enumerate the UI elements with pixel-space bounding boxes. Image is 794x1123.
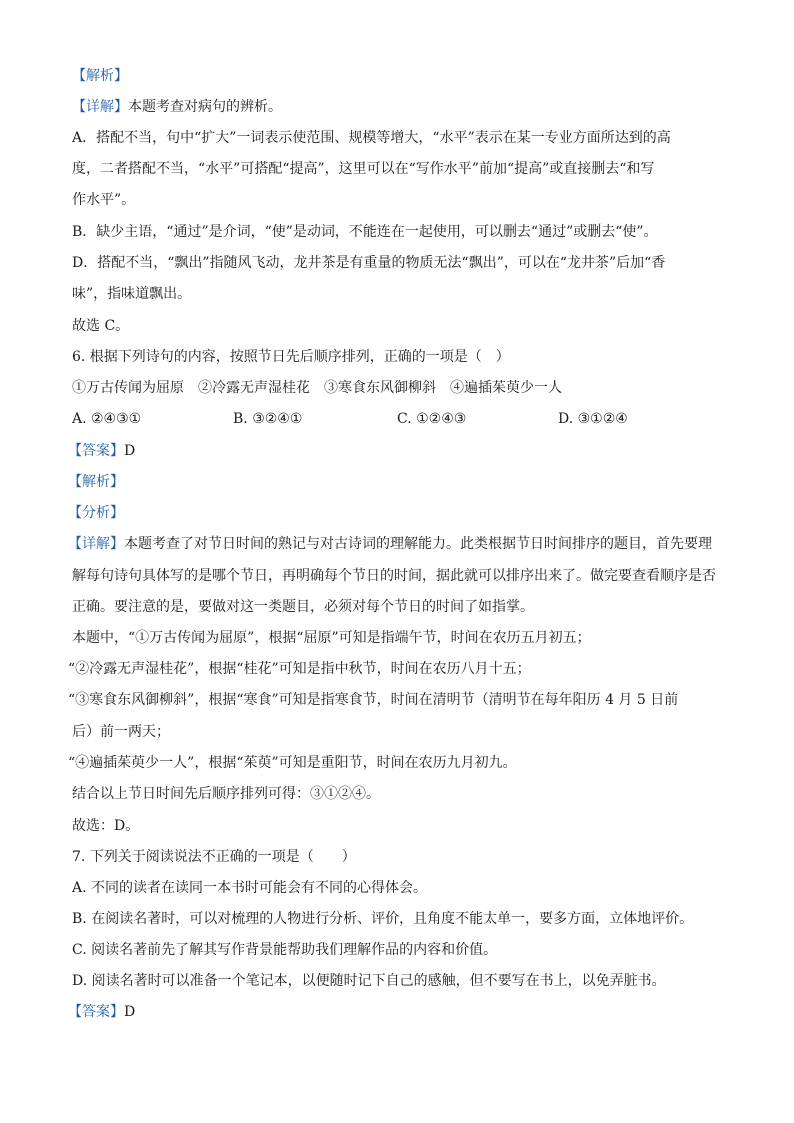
text-line: 故选：D。	[72, 818, 140, 834]
option-d: D. ③①②④	[558, 411, 628, 427]
option-b: B. 在阅读名著时，可以对梳理的人物进行分析、评价，且角度不能太单一，要多方面，立体地评价。	[72, 911, 694, 927]
text-line: 正确。要注意的是，要做对这一类题目，必须对每个节日的时间了如指掌。	[72, 599, 534, 615]
text-line: 后）前一两天；	[72, 724, 170, 740]
text-line: 味”，指味道飘出。	[72, 286, 192, 302]
text-line: 故选 C。	[72, 318, 130, 334]
text-line: 作水平”。	[72, 192, 136, 208]
option-b: B. ③②④①	[233, 411, 303, 427]
question-6-stem: 6. 根据下列诗句的内容，按照节日先后顺序排列，正确的一项是（ ）	[72, 349, 510, 365]
option-c: C. 阅读名著前先了解其写作背景能帮助我们理解作品的内容和价值。	[72, 942, 498, 958]
text-line: 度，二者搭配不当，“水平”可搭配“提高”，这里可以在“写作水平”前加“提高”或直接删去“和写	[72, 161, 655, 177]
tag-answer: 【答案】	[68, 443, 124, 459]
section-tag-line	[72, 66, 722, 86]
question-6-poems: ①万古传闻为屈原 ②冷露无声湿桂花 ③寒食东风御柳斜 ④遍插茱萸少一人	[72, 380, 562, 396]
text-line: “②冷露无声湿桂花”，根据“桂花”可知是指中秋节，时间在农历八月十五；	[68, 661, 531, 677]
tag-breakdown: 【分析】	[68, 505, 124, 521]
tag-analysis: 【解析】	[68, 474, 124, 490]
option-d: D. 阅读名著时可以准备一个笔记本，以便随时记下自己的感触，但不要写在书上，以免弄脏书。	[72, 973, 666, 989]
option-c: C. ①②④③	[397, 411, 467, 427]
answer-line: 【答案】D	[68, 1004, 136, 1020]
question-7-stem: 7. 下列关于阅读说法不正确的一项是（ ）	[72, 849, 356, 865]
text-line: 解每句诗句具体写的是哪个节日，再明确每个节日的时间，据此就可以排序出来了。做完要查看顺序是否	[72, 568, 716, 584]
text-line: “④遍插茱萸少一人”，根据“茱萸”可知是重阳节，时间在农历九月初九。	[68, 755, 517, 771]
text-line: 本题中，“①万古传闻为屈原”，根据“屈原”可知是指端午节，时间在农历五月初五；	[72, 630, 591, 646]
section-tag-line	[68, 472, 718, 492]
text-line: A．搭配不当，句中“扩大”一词表示使范围、规模等增大，“水平”表示在某一专业方面所达到的高	[72, 130, 671, 146]
tag-analysis: 【解析】	[72, 68, 128, 84]
tag-detail: 【详解】	[72, 99, 128, 115]
option-a: A. 不同的读者在读同一本书时可能会有不同的心得体会。	[72, 880, 428, 896]
tag-detail: 【详解】	[68, 536, 124, 552]
section-tag-line	[68, 503, 718, 523]
text-line: “③寒食东风御柳斜”，根据“寒食”可知是指寒食节，时间在清明节（清明节在每年阳历 4 月 5 日前	[68, 692, 679, 708]
answer-line: 【答案】D	[68, 443, 136, 459]
text-line: D．搭配不当，“飘出”指随风飞动，龙井茶是有重量的物质无法“飘出”，可以在“龙井茶”后加“香	[72, 255, 666, 271]
question-6-options	[72, 409, 722, 429]
detail-line: 【详解】本题考查了对节日时间的熟记与对古诗词的理解能力。此类根据节日时间排序的题目，首先要理	[68, 536, 712, 552]
detail-line: 【详解】本题考查对病句的辨析。	[72, 99, 282, 115]
option-a: A. ②④③①	[72, 411, 142, 427]
text-line: 结合以上节日时间先后顺序排列可得：③①②④。	[72, 786, 380, 802]
tag-answer: 【答案】	[68, 1004, 124, 1020]
text-line: B．缺少主语，“通过”是介词，“使”是动词，不能连在一起使用，可以删去“通过”或删去“使”。	[72, 224, 658, 240]
